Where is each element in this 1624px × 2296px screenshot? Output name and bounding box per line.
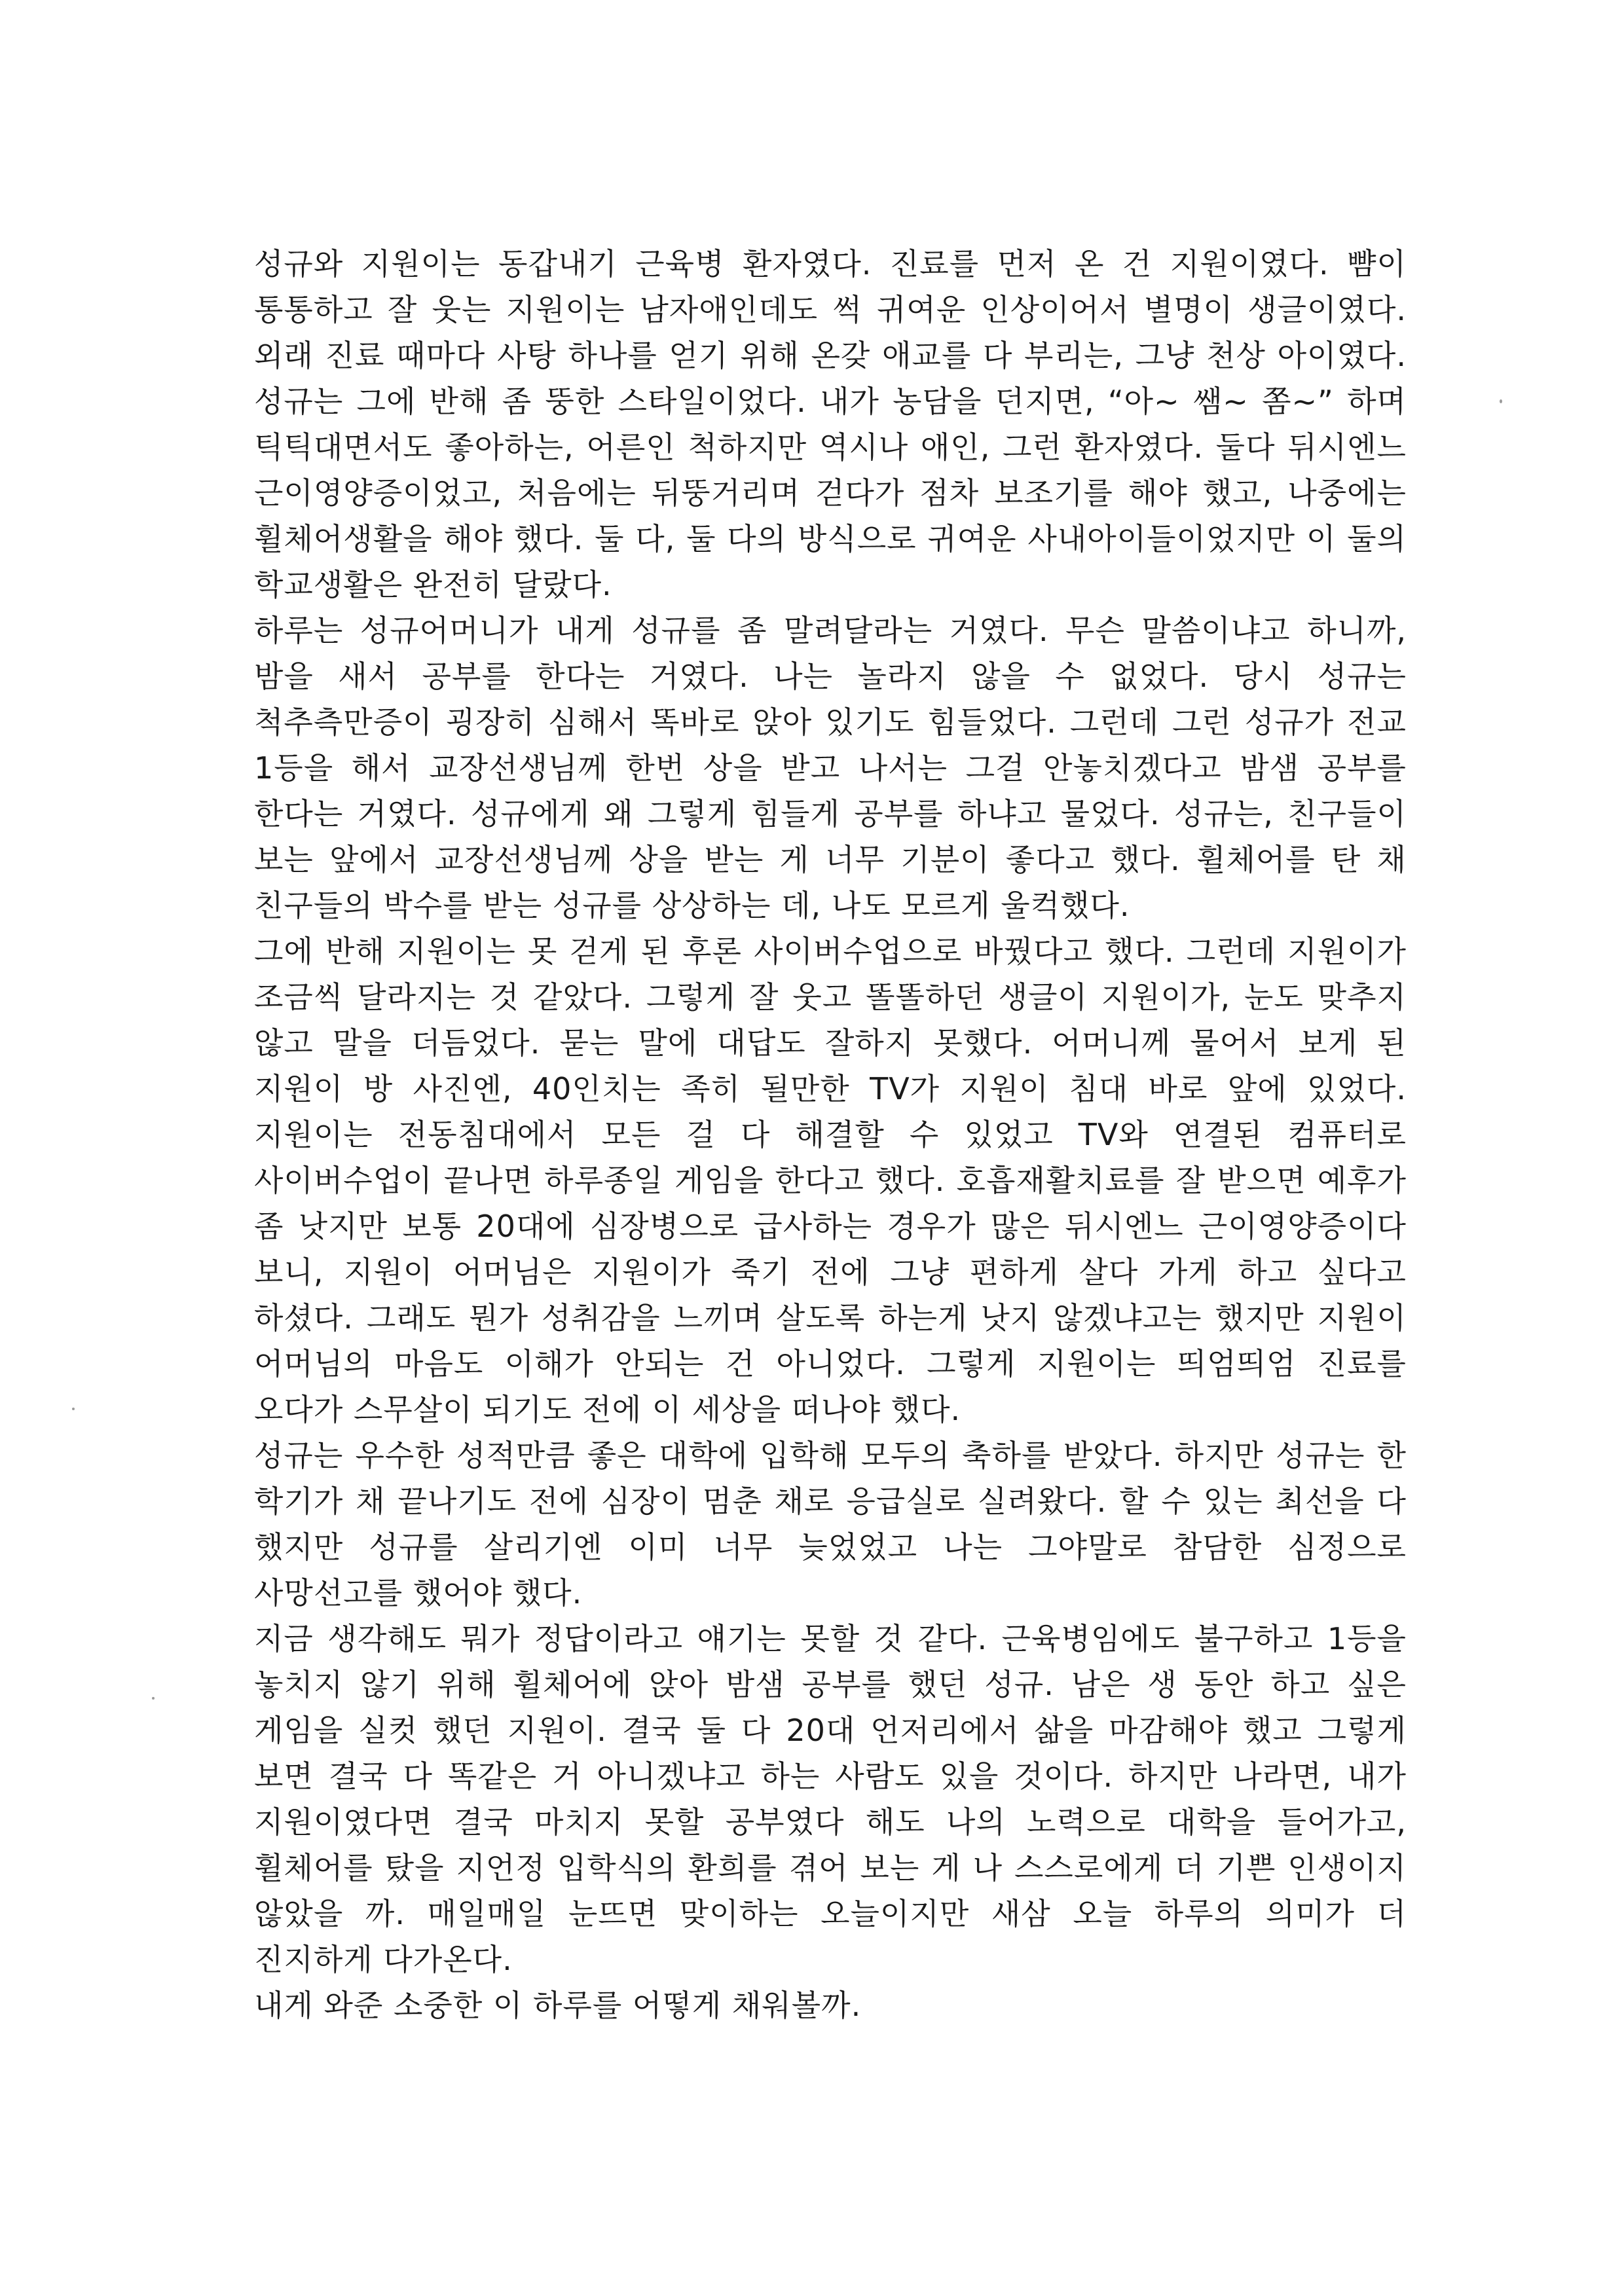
- paragraph-4: 성규는 우수한 성적만큼 좋은 대학에 입학해 모두의 축하를 받았다. 하지만 성규는 한 학기가 채 끝나기도 전에 심장이 멈춘 채로 응급실로 실려왔다. 할 수 있는 최선을 다 했지만 성규를 살리기엔 이미 너무 늦었었고 나는 그야말로 참담한 심정으로 사망선고를 했어야 했다.: [254, 1438, 1407, 1611]
- paragraph-3: 그에 반해 지원이는 못 걷게 된 후론 사이버수업으로 바꿨다고 했다. 그런데 지원이가 조금씩 달라지는 것 같았다. 그렇게 잘 웃고 똘똘하던 생글이 지원이가, 눈도 맞추지 않고 말을 더듬었다. 묻는 말에 대답도 잘하지 못했다. 어머니께 물어서 보게 된 지원이 방 사진엔, 40인치는 족히 될만한 TV가 지원이 침대 바로 앞에 있었다. 지원이는 전동침대에서 모든 걸 다 해결할 수 있었고 TV와 연결된 컴퓨터로 사이버수업이 끝나면 하루종일 게임을 한다고 했다. 호흡재활치료를 잘 받으면 예후가 좀 낫지만 보통 20대에 심장병으로 급사하는 경우가 많은 뒤시엔느 근이영양증이다 보니, 지원이 어머님은 지원이가 죽기 전에 그냥 편하게 살다 가게 하고 싶다고 하셨다. 그래도 뭔가 성취감을 느끼며 살도록 하는게 낫지 않겠냐고는 했지만 지원이 어머님의 마음도 이해가 안되는 건 아니었다. 그렇게 지원이는 띄엄띄엄 진료를 오다가 스무살이 되기도 전에 이 세상을 떠나야 했다.: [254, 934, 1407, 1427]
- paragraph-2: 하루는 성규어머니가 내게 성규를 좀 말려달라는 거였다. 무슨 말씀이냐고 하니까, 밤을 새서 공부를 한다는 거였다. 나는 놀라지 않을 수 없었다. 당시 성규는 척추측만증이 굉장히 심해서 똑바로 앉아 있기도 힘들었다. 그런데 그런 성규가 전교 1등을 해서 교장선생님께 한번 상을 받고 나서는 그걸 안놓치겠다고 밤샘 공부를 한다는 거였다. 성규에게 왜 그렇게 힘들게 공부를 하냐고 물었다. 성규는, 친구들이 보는 앞에서 교장선생님께 상을 받는 게 너무 기분이 좋다고 했다. 휠체어를 탄 채 친구들의 박수를 받는 성규를 상상하는 데, 나도 모르게 울컥했다.: [254, 613, 1407, 923]
- paragraph-1: 성규와 지원이는 동갑내기 근육병 환자였다. 진료를 먼저 온 건 지원이였다. 뺨이 통통하고 잘 웃는 지원이는 남자애인데도 썩 귀여운 인상이어서 별명이 생글이였다. 외래 진료 때마다 사탕 하나를 얻기 위해 온갖 애교를 다 부리는, 그냥 천상 아이였다. 성규는 그에 반해 좀 뚱한 스타일이었다. 내가 농담을 던지면, “아~ 쌤~ 쫌~” 하며 틱틱대면서도 좋아하는, 어른인 척하지만 역시나 애인, 그런 환자였다. 둘다 뒤시엔느 근이영양증이었고, 처음에는 뒤뚱거리며 걷다가 점차 보조기를 해야 했고, 나중에는 휠체어생활을 해야 했다. 둘 다, 둘 다의 방식으로 귀여운 사내아이들이었지만 이 둘의 학교생활은 완전히 달랐다.: [254, 246, 1407, 602]
- essay-body: [254, 241, 1407, 2028]
- scan-speck: [1500, 399, 1502, 403]
- paragraph-6: 내게 와준 소중한 이 하루를 어떻게 채워볼까.: [254, 1988, 862, 2023]
- paragraph-5: 지금 생각해도 뭐가 정답이라고 얘기는 못할 것 같다. 근육병임에도 불구하고 1등을 놓치지 않기 위해 휠체어에 앉아 밤샘 공부를 했던 성규. 남은 생 동안 하고 싶은 게임을 실컷 했던 지원이. 결국 둘 다 20대 언저리에서 삶을 마감해야 했고 그렇게 보면 결국 다 똑같은 거 아니겠냐고 하는 사람도 있을 것이다. 하지만 나라면, 내가 지원이였다면 결국 마치지 못할 공부였다 해도 나의 노력으로 대학을 들어가고, 휠체어를 탔을 지언정 입학식의 환희를 겪어 보는 게 나 스스로에게 더 기쁜 인생이지 않았을 까. 매일매일 눈뜨면 맞이하는 오늘이지만 새삼 오늘 하루의 의미가 더 진지하게 다가온다.: [254, 1621, 1407, 1977]
- scan-speck: [72, 1408, 75, 1410]
- scan-speck: [152, 1697, 155, 1700]
